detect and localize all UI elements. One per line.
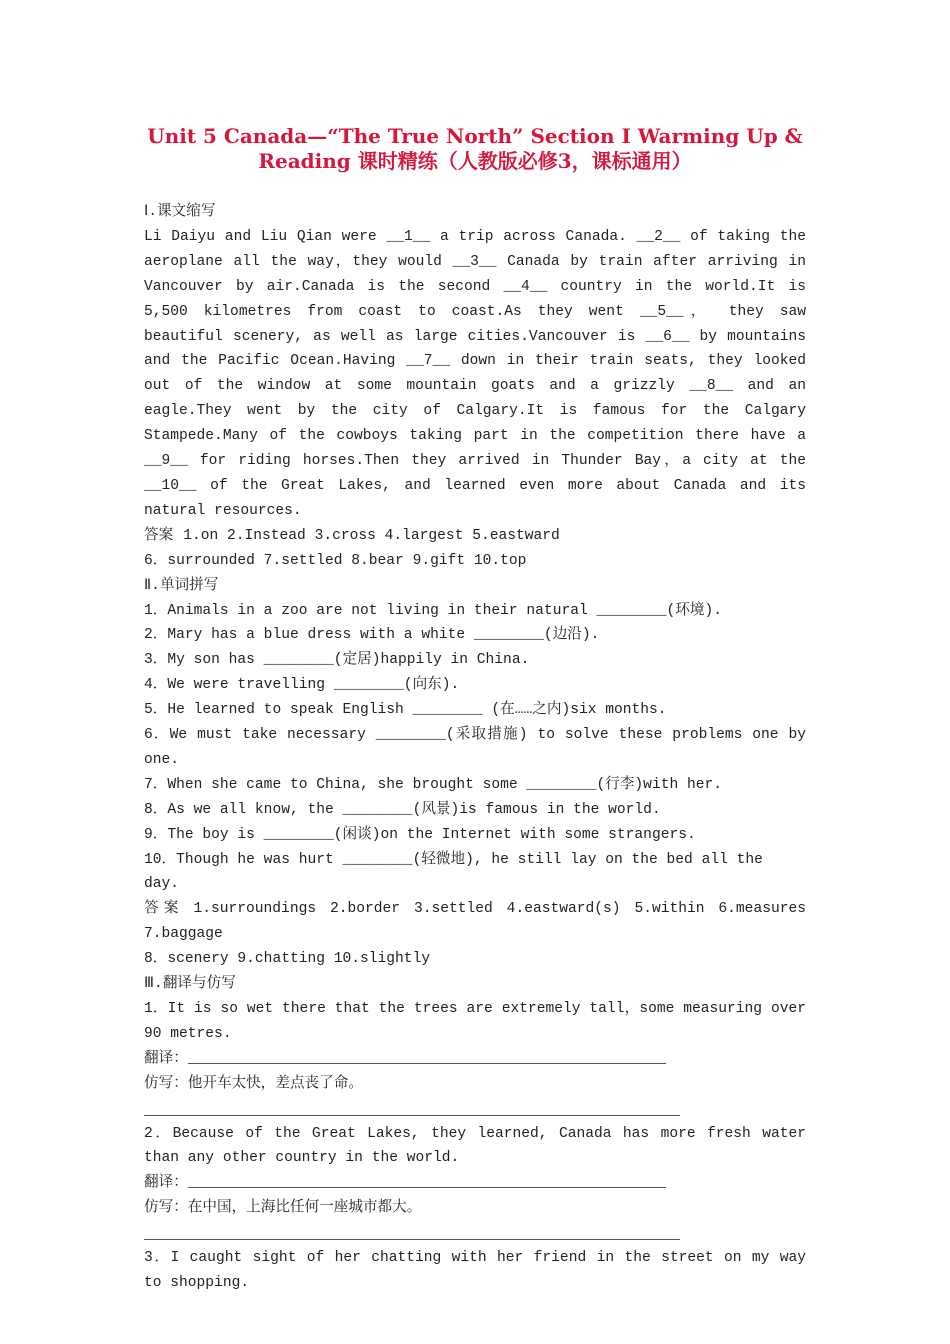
- list-item: 6．We must take necessary ________(采取措施) to solve these problems one by one.: [144, 727, 806, 768]
- question-2: 2．Because of the Great Lakes, they learned, Canada has more fresh water than any other country in the world.: [144, 1125, 806, 1167]
- list-item: 3．My son has ________(定居)happily in China.: [144, 652, 530, 669]
- question-2-translate: [144, 1171, 806, 1196]
- page-title: [140, 124, 810, 174]
- section-1-answers-line-2: 6．surrounded 7.settled 8.bear 9.gift 10.top: [144, 552, 527, 569]
- section-2-heading: Ⅱ.单词拼写: [144, 577, 219, 594]
- answer-text: 1.on 2.Instead 3.cross 4.largest 5.eastward: [183, 527, 560, 544]
- list-item: 8．As we all know, the ________(风景)is famous in the world.: [144, 801, 661, 818]
- list-item: 1．Animals in a zoo are not living in their natural ________(环境).: [144, 602, 722, 619]
- imitate-blank[interactable]: [144, 1097, 806, 1122]
- section-2-answers-line-2: 8．scenery 9.chatting 10.slightly: [144, 951, 431, 968]
- answer-label: 答案: [144, 901, 184, 918]
- question-1-translate: [144, 1047, 806, 1072]
- translate-blank[interactable]: [188, 1047, 666, 1064]
- imitate-label: 仿写：: [144, 1075, 188, 1092]
- answer-label: 答案: [144, 527, 174, 544]
- imitate-prompt: 他开车太快，差点丧了命。: [187, 1075, 363, 1092]
- translate-label: 翻译：: [144, 1050, 188, 1067]
- translate-label: 翻译：: [144, 1175, 188, 1192]
- list-item: 5．He learned to speak English ________ (在……之内)six months.: [144, 702, 667, 719]
- section-3-heading: Ⅲ.翻译与仿写: [144, 976, 236, 993]
- imitate-label: 仿写：: [144, 1200, 188, 1217]
- list-item: 7．When she came to China, she brought some ________(行李)with her.: [144, 776, 722, 793]
- translate-blank[interactable]: [188, 1171, 666, 1188]
- title-line-1: Unit 5 Canada—“The True North” Section Ⅰ Warming Up &: [147, 124, 803, 148]
- document-body: [144, 200, 806, 1296]
- imitate-blank[interactable]: [144, 1221, 806, 1246]
- question-3: 3．I caught sight of her chatting with her friend in the street on my way to shopping.: [144, 1250, 806, 1291]
- question-1: 1．It is so wet there that the trees are extremely tall，some measuring over 90 metres.: [144, 1001, 806, 1042]
- question-2-imitate: [144, 1196, 806, 1221]
- imitate-prompt: 在中国，上海比任何一座城市都大。: [187, 1200, 422, 1217]
- list-item: 4．We were travelling ________(向东).: [144, 677, 460, 694]
- section-1-answers-line-1: [144, 524, 806, 549]
- answer-text: 1.surroundings 2.border 3.settled 4.eastward(s) 5.within 6.measures 7.baggage: [144, 901, 806, 943]
- list-item: 10．Though he was hurt ________(轻微地), he still lay on the bed all the day.: [144, 851, 763, 893]
- section-1-heading: Ⅰ.课文缩写: [144, 204, 216, 220]
- list-item: 9．The boy is ________(闲谈)on the Internet with some strangers.: [144, 826, 696, 843]
- list-item: 2．Mary has a blue dress with a white ________(边沿).: [144, 627, 600, 644]
- section-2-answers-line-1: [144, 897, 806, 947]
- question-1-imitate: [144, 1072, 806, 1097]
- title-line-2: Reading 课时精练（人教版必修3，课标通用）: [258, 149, 692, 173]
- section-1-passage: Li Daiyu and Liu Qian were __1__ a trip across Canada. __2__ of taking the aeroplane all the way，they would __3__ Canada by train after arriving in Vancouver by air.Canada is the second __4__ country in the world.It is 5,500 kilometres from coast to coast.As they went __5__， they saw beautiful scenery, as well as large cities.Vancouver is __6__ by mountains and the Pacific Ocean.Having __7__ down in their train seats, they looked out of the window at some mountain goats and a grizzly __8__ and an eagle.They went by the city of Calgary.It is famous for the Calgary Stampede.Many of the cowboys taking part in the competition there have a __9__ for riding horses.Then they arrived in Thunder Bay，a city at the __10__ of the Great Lakes, and learned even more about Canada and its natural resources.: [144, 228, 806, 519]
